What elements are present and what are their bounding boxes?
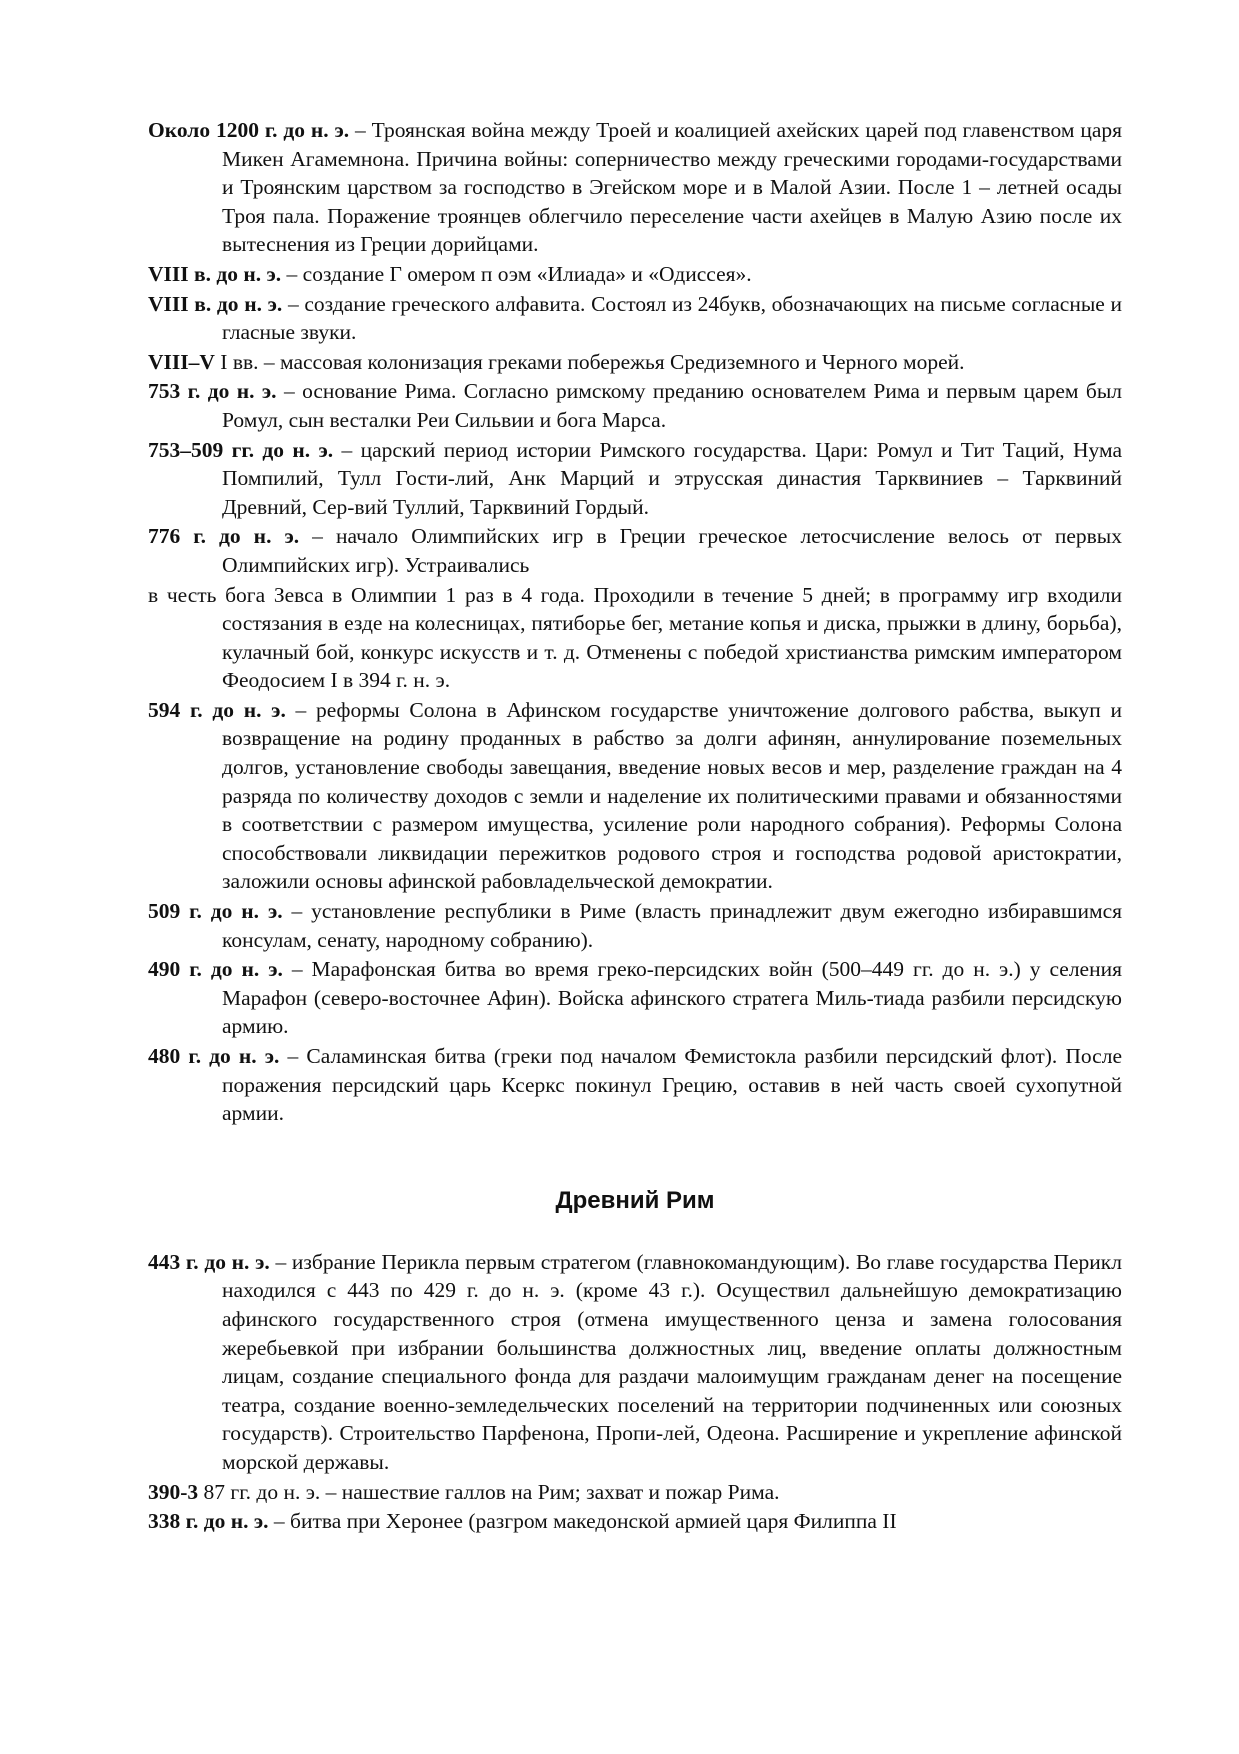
entry-date: 594 г. до н. э. — [148, 697, 286, 722]
entry-text: – царский период истории Римского государства. Цари: Ромул и Тит Таций, Нума Помпилий, Тулл Гости-лий, Анк Марций и этрусская династия Тарквиниев – Тарквиний Древний, Сер-вий Туллий, Тарквиний Гордый. — [222, 437, 1123, 519]
entry-date: 480 г. до н. э. — [148, 1044, 280, 1068]
document-page — [148, 116, 1122, 1537]
entry-text: – основание Рима. Согласно римскому преданию основателем Рима и первым царем был Ромул, сын весталки Реи Сильвии и бога Марса. — [222, 379, 1122, 432]
entry-date: 753 г. до н. э. — [148, 379, 277, 404]
chronology-entry — [148, 116, 1122, 259]
entry-text: – создание Г омером п оэм «Илиада» и «Одиссея». — [281, 261, 752, 286]
entry-text: – Марафонская битва во время греко-персидских войн (500–449 гг. до н. э.) у селения Марафон (северо-восточнее Афин). Войска афинского стратега Миль-тиада разбили персидскую армию. — [222, 957, 1122, 1039]
entry-text: 87 гг. до н. э. – нашествие галлов на Рим; захват и пожар Рима. — [198, 1479, 780, 1504]
entry-text: – создание греческого алфавита. Состоял из 24букв, обозначающих на письме согласные и гласные звуки. — [222, 291, 1122, 345]
entry-text: – Саламинская битва (греки под началом Фемистокла разбили персидский флот). После поражения персидский царь Ксеркс покинул Грецию, оставив в ней часть своей сухопутной армии. — [222, 1044, 1122, 1126]
chronology-entry — [148, 1042, 1122, 1128]
entry-date: VIII в. до н. э. — [148, 291, 283, 316]
chronology-entry — [148, 955, 1122, 1041]
entry-date: VIII в. до н. э. — [148, 261, 282, 286]
chronology-entry — [148, 1507, 1122, 1536]
entry-date: 338 г. до н. э. — [148, 1509, 269, 1534]
entry-date: 443 г. до н. э. — [148, 1249, 270, 1274]
entry-text: – Троянская война между Троей и коалицией ахейских царей под главенством царя Микен Агамемнона. Причина войны: соперничество между греческими городами-государствами и Троянским царством за господство в Эгейском море и в Малой Азии. После 1 – летней осады Троя пала. Поражение троянцев облегчило переселение части ахейцев в Малую Азию после их вытеснения из Греции дорийцами. — [222, 118, 1123, 257]
section-heading: Древний Рим — [555, 1186, 715, 1214]
entry-text: I вв. – массовая колонизация греками побережья Средиземного и Черного морей. — [214, 349, 965, 374]
chronology-entry — [148, 1478, 1122, 1507]
entry-date: 753–509 гг. до н. э. — [148, 437, 334, 462]
chronology-entry — [148, 290, 1122, 347]
entry-date: 776 г. до н. э. — [148, 524, 300, 549]
chronology-entry — [148, 897, 1122, 954]
entry-text: в честь бога Зевса в Олимпии 1 раз в 4 года. Проходили в течение 5 дней; в программу игр входили состязания в езде на колесницах, пятиборье бег, метание копья и диска, прыжки в длину, борьба), кулачный бой, конкурс искусств и т. д. Отменены с победой христианства римским императором Феодосием I в 394 г. н. э. — [148, 582, 1122, 693]
entry-date: 490 г. до н. э. — [148, 957, 283, 982]
entry-date: Около 1200 г. до н. э. — [148, 118, 350, 142]
chronology-entry — [148, 522, 1122, 579]
entry-date: 509 г. до н. э. — [148, 899, 283, 924]
chronology-entry — [148, 696, 1122, 896]
entry-text: – реформы Солона в Афинском государстве уничтожение долгового рабства, выкуп и возвращение на родину проданных в рабство за долги афинян, аннулирование поземельных долгов, установление свободы завещания, введение новых весов и мер, разделение граждан на 4 разряда по количеству доходов с земли и наделение их политическими правами и обязанностями в соответствии с размером имущества, усиление роли народного собрания). Реформы Солона способствовали ликвидации пережитков родового строя и господства родовой аристократии, заложили основы афинской рабовладельческой демократии. — [222, 697, 1122, 894]
entry-text: – избрание Перикла первым стратегом (главнокомандующим). Во главе государства Перикл находился с 443 по 429 г. до н. э. (кроме 43 г.). Осуществил дальнейшую демократизацию афинского государственного строя (отмена имущественного ценза и замена голосования жеребьевкой при избрании большинства должностных лиц, введение оплаты должностным лицам, создание специального фонда для раздачи малоимущим гражданам денег на посещение театра, создание военно-земледельческих поселений на территории подчиненных или союзных государств). Строительство Парфенона, Пропи-лей, Одеона. Расширение и укрепление афинской морской державы. — [222, 1249, 1122, 1474]
chronology-entry — [148, 377, 1122, 434]
chronology-entry — [148, 348, 1122, 377]
chronology-section-rome — [148, 1248, 1122, 1536]
entry-text: – установление республики в Риме (власть принадлежит двум ежегодно избиравшимся консулам, сенату, народному собранию). — [222, 899, 1122, 952]
chronology-entry — [148, 260, 1122, 289]
chronology-entry-continuation — [148, 581, 1122, 695]
entry-text: – битва при Херонее (разгром македонской армией царя Филиппа II — [268, 1509, 897, 1534]
entry-text: – начало Олимпийских игр в Греции греческое летосчисление велось от первых Олимпийских игр). Устраивались — [222, 524, 1122, 577]
chronology-section-greece — [148, 116, 1122, 1128]
chronology-entry — [148, 1248, 1122, 1477]
entry-date: 390-3 — [148, 1479, 199, 1504]
chronology-entry — [148, 436, 1122, 522]
entry-date: VIII–V — [148, 349, 215, 374]
